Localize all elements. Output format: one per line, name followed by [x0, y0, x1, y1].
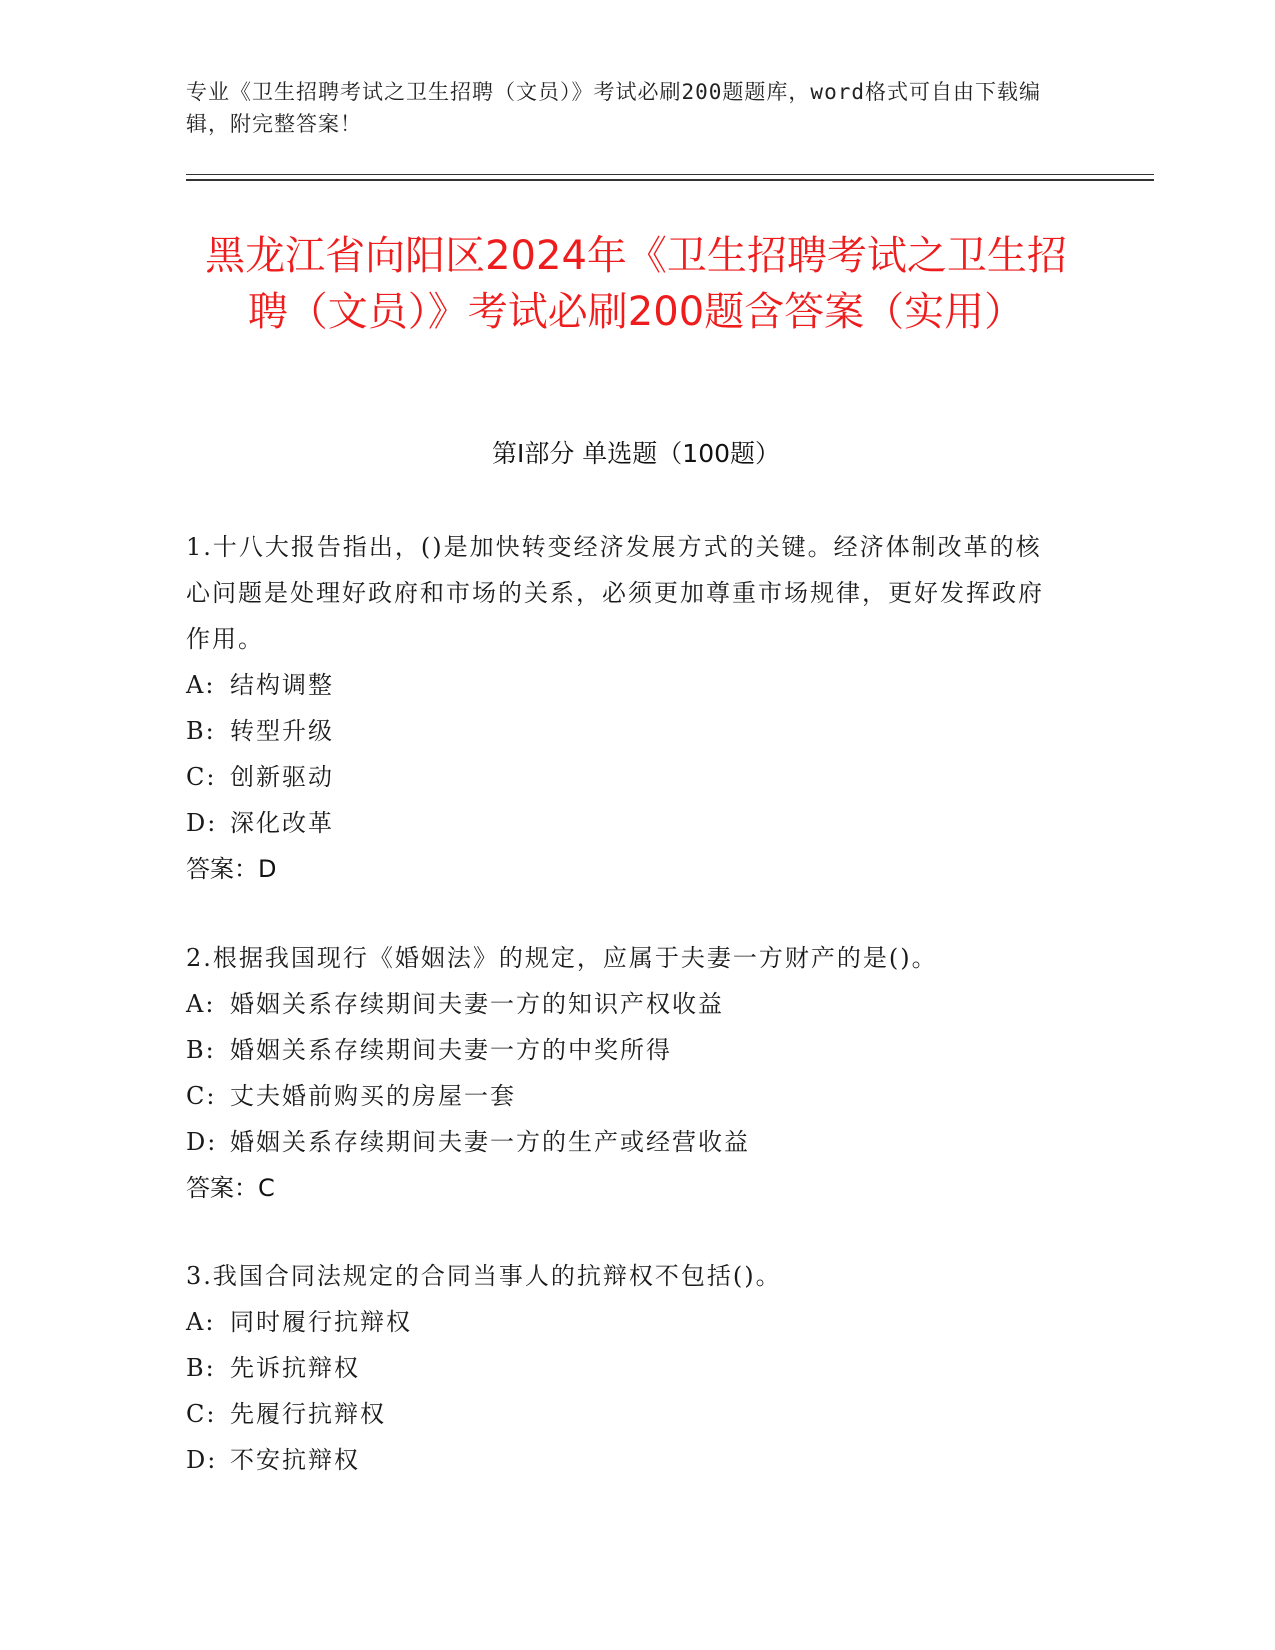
option-text: 不安抗辩权	[230, 1446, 360, 1474]
option-text: 结构调整	[230, 671, 334, 699]
option-letter: D:	[186, 1128, 218, 1156]
header-rule-thick	[186, 179, 1154, 181]
option-text: 深化改革	[230, 809, 334, 837]
question-stem: 2.根据我国现行《婚姻法》的规定，应属于夫妻一方财产的是()。	[186, 944, 938, 972]
option-letter: C:	[186, 1400, 217, 1428]
option-b	[186, 1027, 1066, 1073]
section-heading: 第Ⅰ部分 单选题（100题）	[491, 439, 781, 468]
option-letter: A:	[186, 1308, 216, 1336]
option-c	[186, 754, 1066, 800]
option-letter: A:	[186, 990, 216, 1018]
answer-line: 答案：C	[186, 1174, 275, 1202]
option-text: 婚姻关系存续期间夫妻一方的知识产权收益	[230, 990, 724, 1018]
option-letter: C:	[186, 1082, 217, 1110]
header-rule-thin	[186, 174, 1154, 175]
option-letter: C:	[186, 763, 217, 791]
question-stem: 3.我国合同法规定的合同当事人的抗辩权不包括()。	[186, 1262, 782, 1290]
option-text: 转型升级	[230, 717, 334, 745]
question-1	[186, 524, 1066, 892]
option-c	[186, 1073, 1066, 1119]
option-b	[186, 708, 1066, 754]
question-2	[186, 935, 1066, 1211]
option-text: 创新驱动	[230, 763, 334, 791]
option-b	[186, 1345, 1066, 1391]
option-letter: B:	[186, 717, 216, 745]
option-text: 丈夫婚前购买的房屋一套	[230, 1082, 516, 1110]
option-d	[186, 800, 1066, 846]
option-text: 先诉抗辩权	[230, 1354, 360, 1382]
option-a	[186, 662, 1066, 708]
option-text: 同时履行抗辩权	[230, 1308, 412, 1336]
option-c	[186, 1391, 1066, 1437]
option-text: 先履行抗辩权	[230, 1400, 386, 1428]
option-letter: D:	[186, 809, 218, 837]
option-d	[186, 1437, 1066, 1483]
question-stem: 1.十八大报告指出，()是加快转变经济发展方式的关键。经济体制改革的核心问题是处理好政府和市场的关系，必须更加尊重市场规律，更好发挥政府作用。	[186, 533, 1044, 653]
option-text: 婚姻关系存续期间夫妻一方的生产或经营收益	[230, 1128, 750, 1156]
option-d	[186, 1119, 1066, 1165]
option-letter: D:	[186, 1446, 218, 1474]
question-3	[186, 1253, 1066, 1483]
option-text: 婚姻关系存续期间夫妻一方的中奖所得	[230, 1036, 672, 1064]
option-letter: B:	[186, 1036, 216, 1064]
header-note: 专业《卫生招聘考试之卫生招聘（文员）》考试必刷200题题库，word格式可自由下载编辑，附完整答案！	[186, 80, 1041, 136]
option-a	[186, 981, 1066, 1027]
option-a	[186, 1299, 1066, 1345]
document-title: 黑龙江省向阳区2024年《卫生招聘考试之卫生招聘（文员）》考试必刷200题含答案（实用）	[205, 233, 1067, 335]
option-letter: A:	[186, 671, 216, 699]
option-letter: B:	[186, 1354, 216, 1382]
answer-line: 答案：D	[186, 855, 277, 883]
